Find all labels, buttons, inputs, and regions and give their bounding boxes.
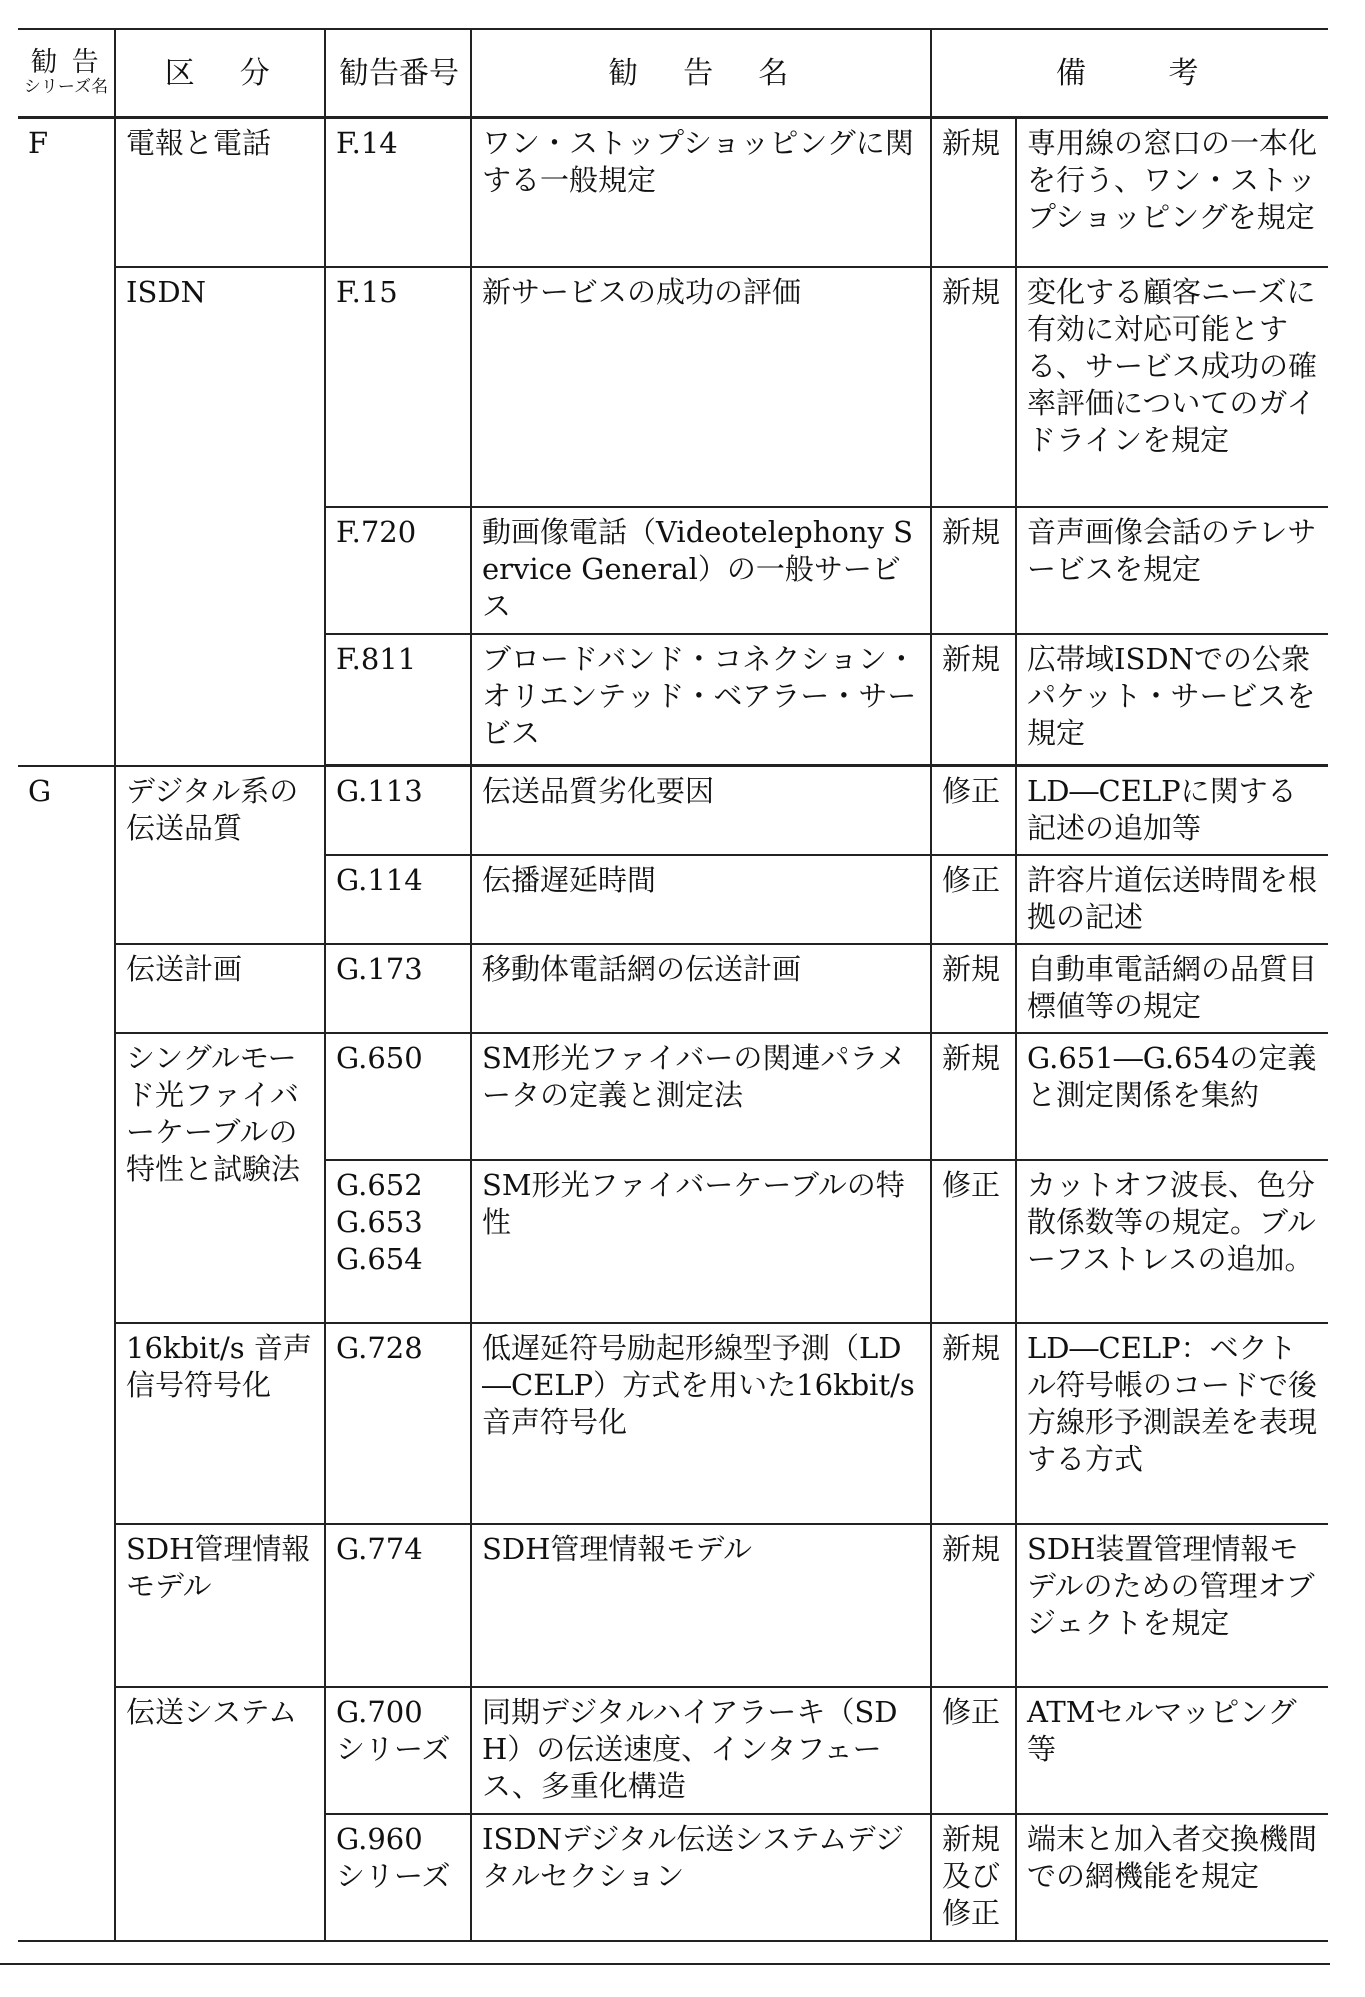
table-row bbox=[18, 766, 1328, 855]
series-cell: F bbox=[18, 118, 115, 766]
remarks-cell: SDH装置管理情報モデルのための管理オブジェクトを規定 bbox=[1016, 1524, 1328, 1687]
number-cell: G.728 bbox=[325, 1323, 471, 1524]
category-cell: 伝送計画 bbox=[115, 944, 325, 1033]
category-cell: 伝送システム bbox=[115, 1687, 325, 1941]
remarks-cell: 専用線の窓口の一本化を行う、ワン・ストップショッピングを規定 bbox=[1016, 118, 1328, 267]
header-series-line1: 勧 告 bbox=[30, 46, 102, 78]
remarks-cell: G.651―G.654の定義と測定関係を集約 bbox=[1016, 1033, 1328, 1160]
number-cell: G.960 シリーズ bbox=[325, 1814, 471, 1941]
number-cell: F.14 bbox=[325, 118, 471, 267]
category-cell: 電報と電話 bbox=[115, 118, 325, 267]
remarks-cell: LD―CELP：ベクトル符号帳のコードで後方線形予測誤差を表現する方式 bbox=[1016, 1323, 1328, 1524]
recommendations-table bbox=[18, 28, 1328, 1942]
name-cell: ブロードバンド・コネクション・オリエンテッド・ベアラー・サービス bbox=[471, 634, 931, 766]
number-cell: F.15 bbox=[325, 267, 471, 507]
header-number: 勧告番号 bbox=[325, 29, 471, 118]
category-cell: 16kbit/s 音声信号符号化 bbox=[115, 1323, 325, 1524]
status-cell: 新規 bbox=[931, 1524, 1016, 1687]
category-cell: シングルモード光ファイバーケーブルの特性と試験法 bbox=[115, 1033, 325, 1323]
name-cell: SM形光ファイバーケーブルの特性 bbox=[471, 1160, 931, 1323]
number-cell: G.650 bbox=[325, 1033, 471, 1160]
category-cell: SDH管理情報モデル bbox=[115, 1524, 325, 1687]
remarks-cell: LD―CELPに関する記述の追加等 bbox=[1016, 766, 1328, 855]
status-cell: 新規 及び 修正 bbox=[931, 1814, 1016, 1941]
status-cell: 新規 bbox=[931, 118, 1016, 267]
number-cell: G.114 bbox=[325, 855, 471, 944]
name-cell: SDH管理情報モデル bbox=[471, 1524, 931, 1687]
remarks-cell: 変化する顧客ニーズに有効に対応可能とする、サービス成功の確率評価についてのガイドラインを規定 bbox=[1016, 267, 1328, 507]
remarks-cell: 自動車電話網の品質目標値等の規定 bbox=[1016, 944, 1328, 1033]
remarks-cell: 端末と加入者交換機間での網機能を規定 bbox=[1016, 1814, 1328, 1941]
name-cell: 伝送品質劣化要因 bbox=[471, 766, 931, 855]
name-cell: SM形光ファイバーの関連パラメータの定義と測定法 bbox=[471, 1033, 931, 1160]
status-cell: 新規 bbox=[931, 507, 1016, 634]
remarks-cell: 許容片道伝送時間を根拠の記述 bbox=[1016, 855, 1328, 944]
header-row bbox=[18, 29, 1328, 118]
number-cell: G.173 bbox=[325, 944, 471, 1033]
header-series-line2: シリーズ名 bbox=[23, 76, 109, 97]
status-cell: 新規 bbox=[931, 1323, 1016, 1524]
table-row bbox=[18, 1524, 1328, 1687]
table-row bbox=[18, 267, 1328, 507]
number-cell: G.113 bbox=[325, 766, 471, 855]
header-series bbox=[18, 29, 115, 118]
table-row bbox=[18, 944, 1328, 1033]
remarks-cell: 音声画像会話のテレサービスを規定 bbox=[1016, 507, 1328, 634]
remarks-cell: カットオフ波長、色分散係数等の規定。ブルーフストレスの追加。 bbox=[1016, 1160, 1328, 1323]
name-cell: 移動体電話網の伝送計画 bbox=[471, 944, 931, 1033]
number-cell: G.652 G.653 G.654 bbox=[325, 1160, 471, 1323]
status-cell: 新規 bbox=[931, 267, 1016, 507]
remarks-cell: ATMセルマッピング等 bbox=[1016, 1687, 1328, 1814]
number-cell: G.774 bbox=[325, 1524, 471, 1687]
header-category: 区 分 bbox=[115, 29, 325, 118]
category-cell: デジタル系の伝送品質 bbox=[115, 766, 325, 944]
status-cell: 新規 bbox=[931, 944, 1016, 1033]
category-cell: ISDN bbox=[115, 267, 325, 766]
header-name: 勧 告 名 bbox=[471, 29, 931, 118]
number-cell: F.720 bbox=[325, 507, 471, 634]
table-row bbox=[18, 118, 1328, 267]
status-cell: 新規 bbox=[931, 634, 1016, 766]
name-cell: 伝播遅延時間 bbox=[471, 855, 931, 944]
status-cell: 修正 bbox=[931, 855, 1016, 944]
status-cell: 新規 bbox=[931, 1033, 1016, 1160]
number-cell: F.811 bbox=[325, 634, 471, 766]
name-cell: 動画像電話（Videotelephony Service General）の一般サービス bbox=[471, 507, 931, 634]
name-cell: 低遅延符号励起形線型予測（LD―CELP）方式を用いた16kbit/s音声符号化 bbox=[471, 1323, 931, 1524]
series-cell: G bbox=[18, 766, 115, 1941]
status-cell: 修正 bbox=[931, 1160, 1016, 1323]
bottom-rule bbox=[0, 1963, 1330, 1965]
status-cell: 修正 bbox=[931, 1687, 1016, 1814]
table-row bbox=[18, 1687, 1328, 1814]
remarks-cell: 広帯域ISDNでの公衆パケット・サービスを規定 bbox=[1016, 634, 1328, 766]
name-cell: 新サービスの成功の評価 bbox=[471, 267, 931, 507]
status-cell: 修正 bbox=[931, 766, 1016, 855]
table-row bbox=[18, 1033, 1328, 1160]
name-cell: 同期デジタルハイアラーキ（SDH）の伝送速度、インタフェース、多重化構造 bbox=[471, 1687, 931, 1814]
table-row bbox=[18, 1323, 1328, 1524]
header-remarks: 備 考 bbox=[931, 29, 1328, 118]
name-cell: ISDNデジタル伝送システムデジタルセクション bbox=[471, 1814, 931, 1941]
number-cell: G.700 シリーズ bbox=[325, 1687, 471, 1814]
name-cell: ワン・ストップショッピングに関する一般規定 bbox=[471, 118, 931, 267]
